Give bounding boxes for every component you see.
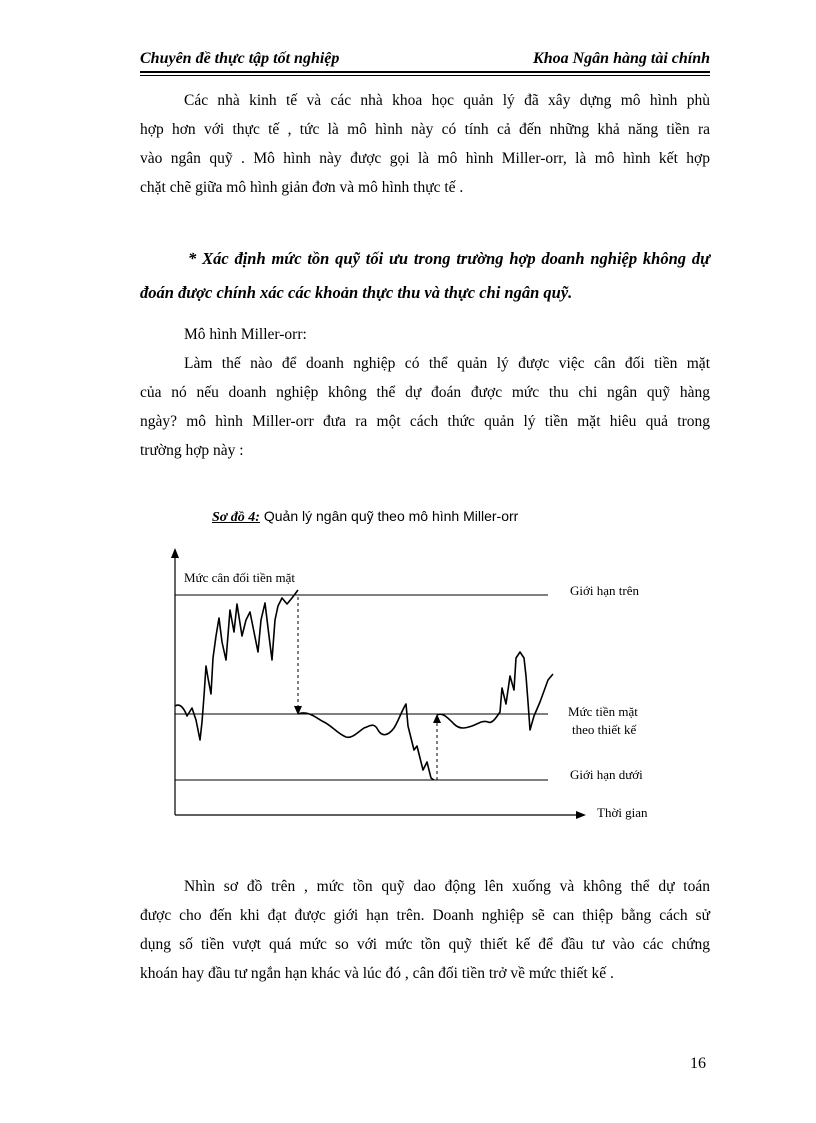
page-header	[140, 46, 710, 74]
header-right-title: Khoa Ngân hàng tài chính	[533, 50, 710, 67]
header-rule-thin	[140, 75, 710, 76]
lower-limit-label: Giới hạn dưới	[570, 767, 643, 782]
header-rule-thick	[140, 71, 710, 73]
diagram-caption	[212, 508, 518, 526]
y-axis-arrow-icon	[171, 548, 179, 558]
conclusion-line: Nhìn sơ đồ trên , mức tồn quỹ dao động lên xuống và không thể dự toán	[184, 878, 710, 895]
question-paragraph	[140, 320, 710, 465]
cash-balance-line-recovery	[437, 652, 553, 730]
conclusion-paragraph	[140, 872, 710, 988]
section-heading	[140, 242, 710, 310]
question-line: ngày? mô hình Miller-orr đưa ra một cách thức quản lý tiền mặt hiêu quả trong	[140, 413, 710, 430]
conclusion-line: được cho đến khi đạt được giới hạn trên. Doanh nghiệp sẽ can thiệp bằng cách sử	[140, 907, 710, 924]
y-axis-label: Mức cân đối tiền mặt	[184, 570, 296, 585]
question-line: trường hợp này :	[140, 442, 244, 459]
intro-line: Các nhà kinh tế và các nhà khoa học quản lý đã xây dựng mô hình phù	[184, 92, 710, 109]
section-heading-line: đoán được chính xác các khoản thực thu và thực chi ngân quỹ.	[140, 283, 573, 302]
conclusion-line: khoán hay đầu tư ngắn hạn khác và lúc đó , cân đối tiền trở về mức thiết kế .	[140, 965, 614, 982]
target-label-line2: theo thiết kế	[572, 722, 637, 737]
cash-balance-line-fluctuate	[298, 704, 434, 780]
section-heading-line: * Xác định mức tồn quỹ tối ưu trong trường hợp doanh nghiệp không dự	[188, 249, 710, 268]
miller-orr-diagram	[140, 540, 670, 830]
diagram-caption-text: Quản lý ngân quỹ theo mô hình Miller-orr	[259, 508, 519, 524]
intro-line: hợp hơn với thực tế , tức là mô hình này có tính cả đến những khả năng tiền ra	[140, 121, 710, 138]
diagram-caption-label: Sơ đồ 4:	[212, 510, 260, 525]
page-number: 16	[690, 1055, 706, 1072]
cash-balance-line-rise	[175, 590, 298, 740]
x-axis-label: Thời gian	[597, 805, 648, 820]
target-label-line1: Mức tiền mặt	[568, 704, 638, 719]
question-line: Làm thế nào để doanh nghiệp có thể quản lý được việc cân đối tiền mặt	[184, 355, 710, 372]
intro-paragraph	[140, 86, 710, 202]
intro-line: vào ngân quỹ . Mô hình này được gọi là mô hình Miller-orr, là mô hình kết hợp	[140, 150, 710, 167]
model-title: Mô hình Miller-orr:	[184, 326, 307, 343]
intro-line: chặt chẽ giữa mô hình giản đơn và mô hình thực tế .	[140, 179, 464, 196]
up-arrow-icon	[433, 714, 441, 723]
header-left-title: Chuyên đề thực tập tốt nghiệp	[140, 50, 340, 67]
conclusion-line: dụng số tiền vượt quá mức so với mức tồn quỹ thiết kế để đầu tư vào các chứng	[140, 936, 710, 953]
upper-limit-label: Giới hạn trên	[570, 583, 639, 598]
question-line: của nó nếu doanh nghiệp không thể dự đoán được mức thu chi ngân quỹ hàng	[140, 384, 710, 401]
x-axis-arrow-icon	[576, 811, 586, 819]
